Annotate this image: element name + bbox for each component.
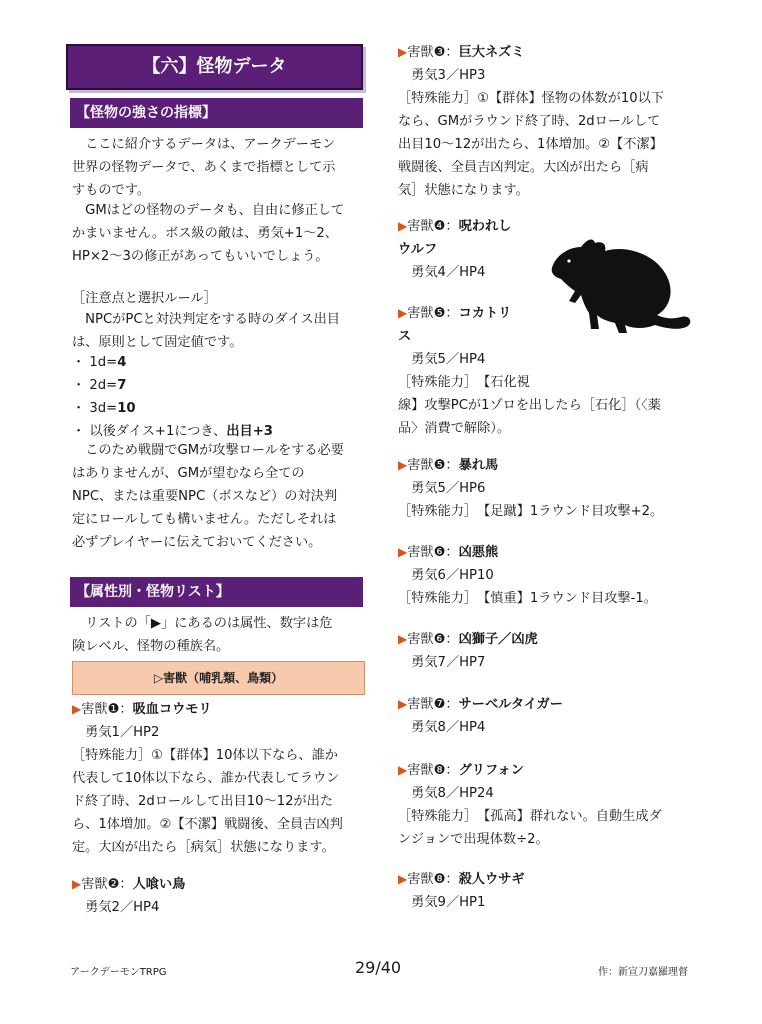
triangle-marker-icon: ▶: [398, 45, 408, 59]
rat-illustration: [545, 233, 695, 338]
footer-title: アークデーモンTRPG: [70, 967, 167, 978]
monster-entry-cockatrice: ▶害獣❺：コカトリ ス 勇気5／HP4 ［特殊能力］ 【石化視 線】攻撃PCが1ゾロを出したら［石化］（〈薬 品〉消費で解除）。: [398, 306, 661, 436]
gm-paragraph: GMはどの怪物のデータも、自由に修正して かまいません。ボス級の敵は、勇気+1〜2、 HP×2〜3の修正があってもいいでしょう。: [72, 203, 345, 264]
dice-bullet-list: [72, 351, 273, 443]
monster-entry-maneater-bird: ▶害獣❷：人喰い鳥 勇気2／HP4: [72, 877, 186, 915]
monster-entry-bat: ▶害獣❶：吸血コウモリ 勇気1／HP2 ［特殊能力］①【群体】10体以下なら、誰か 代表して10体以下なら、誰か代表してラウン ド終了時、2dロールして出目10〜12が出た ら、1体増加。②【不潔】戦闘後、全員吉凶判 定。大凶が出たら［病気］状態になります。: [72, 702, 343, 855]
triangle-marker-icon: ▶: [398, 306, 408, 320]
section-heading-monster-list: 【属性別・怪物リスト】: [70, 577, 363, 607]
monster-entry-killer-rabbit: ▶害獣❽：殺人ウサギ 勇気9／HP1: [398, 872, 525, 910]
category-bar: ▷害獣（哺乳類、鳥類）: [72, 661, 365, 695]
triangle-marker-icon: ▶: [398, 697, 408, 711]
section-heading-strength: 【怪物の強さの指標】: [70, 98, 363, 128]
list-intro: リストの「▶」にあるのは属性、数字は危 険レベル、怪物の種族名。: [72, 616, 333, 654]
rules-heading: ［注意点と選択ルール］: [72, 291, 217, 306]
list-item: ・ 1d=4: [72, 355, 127, 370]
closing-paragraph: このため戦闘でGMが攻撃ロールをする必要 はありませんが、GMが望むなら全ての NPC、または重要NPC（ボスなど）の対決判 定にロールしても構いません。ただしそれは 必ずプレイヤーに伝えておいてください。: [72, 443, 344, 550]
chapter-title: 【六】怪物データ: [66, 44, 363, 90]
monster-entry-giant-rat: ▶害獣❸：巨大ネズミ 勇気3／HP3 ［特殊能力］①【群体】怪物の体数が10以下 なら、GMがラウンド終了時、2dロールして 出目10〜12が出たら、1体増加。②【不潔】 戦闘後、全員吉凶判定。大凶が出たら［病 気］状態になります。: [398, 45, 664, 198]
footer-author: 作：新宣刀嘉羅理督: [598, 967, 688, 978]
triangle-marker-icon: ▶: [398, 458, 408, 472]
triangle-marker-icon: ▶: [398, 763, 408, 777]
list-item: ・ 2d=7: [72, 378, 127, 393]
triangle-marker-icon: ▶: [72, 702, 82, 716]
list-item: ・ 3d=10: [72, 401, 136, 416]
monster-entry-bear: ▶害獣❻：凶悪熊 勇気6／HP10 ［特殊能力］ 【慎重】1ラウンド目攻撃-1。: [398, 545, 657, 606]
monster-entry-cursed-wolf: ▶害獣❹：呪われし ウルフ 勇気4／HP4: [398, 219, 512, 280]
triangle-marker-icon: ▶: [398, 219, 408, 233]
monster-entry-lion-tiger: ▶害獣❻：凶獅子／凶虎 勇気7／HP7: [398, 632, 538, 670]
rules-intro: NPCがPCと対決判定をする時のダイス出目 は、原則として固定値です。: [72, 312, 340, 350]
monster-entry-griffon: ▶害獣❽：グリフォン 勇気8／HP24 ［特殊能力］ 【孤高】群れない。自動生成ダ ンジョンで出現体数÷2。: [398, 763, 662, 847]
triangle-marker-icon: ▶: [398, 872, 408, 886]
intro-paragraph: ここに紹介するデータは、アークデーモン 世界の怪物データで、あくまで指標として示 すものです。: [72, 137, 336, 198]
monster-entry-wild-horse: ▶害獣❺：暴れ馬 勇気5／HP6 ［特殊能力］ 【足蹴】1ラウンド目攻撃+2。: [398, 458, 664, 519]
page-number: 29/40: [355, 958, 402, 977]
list-item: ・ 以後ダイス+1につき、出目+3: [72, 424, 273, 439]
triangle-marker-icon: ▶: [398, 545, 408, 559]
monster-entry-saber-tiger: ▶害獣❼：サーベルタイガー 勇気8／HP4: [398, 697, 563, 735]
triangle-marker-icon: ▶: [72, 877, 82, 891]
triangle-marker-icon: ▶: [398, 632, 408, 646]
